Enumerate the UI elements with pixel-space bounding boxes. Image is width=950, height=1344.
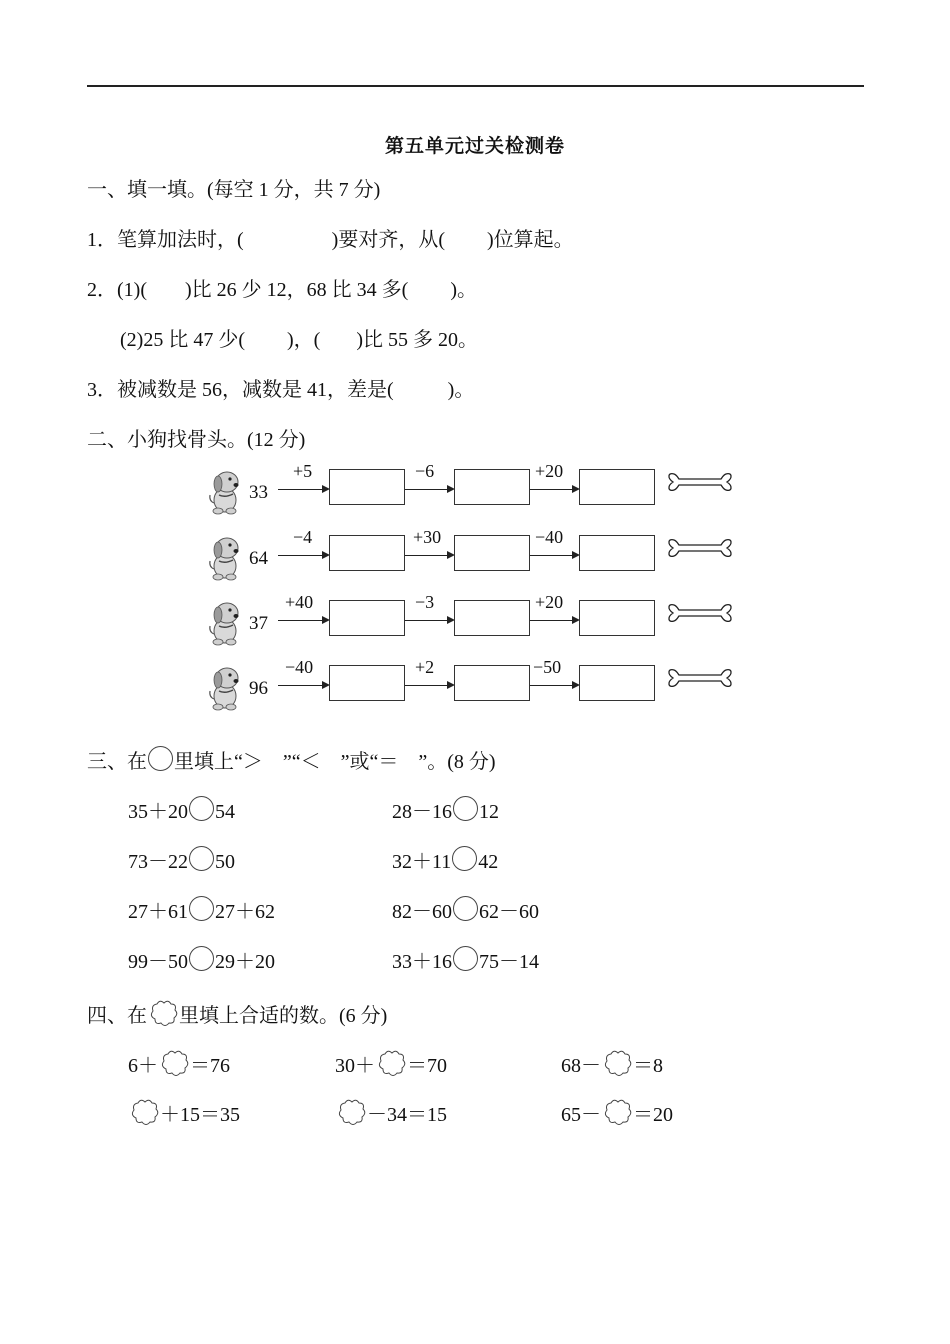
bone-icon [665,472,737,494]
operation-1: +5 [293,461,313,481]
fill-before: 30＋ [335,1055,375,1077]
compare-circle-input[interactable] [189,846,214,871]
fill-after: ＝20 [633,1104,673,1126]
section4-heading-a: 四、在 [87,1005,147,1027]
answer-box-1[interactable] [329,600,405,636]
arrow-3 [530,489,578,490]
fill-item [335,1097,447,1127]
top-rule [87,85,864,87]
fill-after: ＝70 [407,1055,447,1077]
answer-box-3[interactable] [579,469,655,505]
fill-after: －34＝15 [367,1104,447,1126]
arrow-2 [405,489,453,490]
operation-1: −40 [285,657,314,677]
arrow-1 [278,685,328,686]
compare-item [128,896,275,924]
fill-item [128,1048,230,1078]
section3-heading-b: 里填上“＞ ”“＜ ”或“＝ ”。(8 分) [174,751,496,773]
compare-circle-input[interactable] [453,896,478,921]
fill-item [128,1097,240,1127]
cloud-input[interactable] [159,1048,189,1078]
arrow-1 [278,489,328,490]
compare-item [392,896,539,924]
q1-part-c: )位算起。 [487,229,574,251]
compare-left: 28－16 [392,801,452,823]
compare-item [128,846,235,874]
compare-item [128,796,235,824]
answer-box-3[interactable] [579,600,655,636]
compare-item [392,946,539,974]
operation-2: +2 [415,657,435,677]
cloud-input[interactable] [602,1097,632,1127]
bone-icon [665,538,737,560]
answer-box-2[interactable] [454,469,530,505]
question-2-2 [120,328,478,352]
operation-2: −3 [415,592,435,612]
compare-right: 29＋20 [215,951,275,973]
section3-heading [87,746,496,774]
arrow-2 [405,685,453,686]
answer-box-3[interactable] [579,665,655,701]
compare-item [392,846,498,874]
compare-circle-input[interactable] [453,946,478,971]
compare-right: 62－60 [479,901,539,923]
page-title: 第五单元过关检测卷 [384,136,565,157]
operation-1: −4 [293,527,313,547]
q2b-part-a: (2)25 比 47 少( [120,329,245,351]
compare-circle-input[interactable] [189,896,214,921]
compare-left: 32＋11 [392,851,452,873]
start-number: 37 [249,613,268,634]
bone-icon [665,603,737,625]
q1-part-a: 1．笔算加法时，( [87,229,244,251]
cloud-icon [148,998,178,1028]
arrow-1 [278,555,328,556]
compare-right: 27＋62 [215,901,275,923]
fill-item [335,1048,447,1078]
compare-left: 99－50 [128,951,188,973]
dog-row-2 [205,527,745,583]
operation-3: +20 [535,592,564,612]
fill-item [561,1097,673,1127]
q3-part-a: 3．被减数是 56，减数是 41，差是( [87,379,394,401]
fill-item [561,1048,663,1078]
fill-after: ＝8 [633,1055,663,1077]
compare-right: 75－14 [479,951,539,973]
arrow-2 [405,555,453,556]
dog-icon [205,533,245,583]
answer-box-1[interactable] [329,665,405,701]
compare-left: 33＋16 [392,951,452,973]
answer-box-3[interactable] [579,535,655,571]
arrow-1 [278,620,328,621]
arrow-3 [530,555,578,556]
q1-part-b: )要对齐，从( [331,229,445,251]
dog-icon [205,598,245,648]
q2a-part-a: 2．(1)( [87,279,147,301]
q3-part-b: )。 [447,379,475,401]
section4-heading-b: 里填上合适的数。(6 分) [179,1005,388,1027]
compare-right: 54 [215,801,235,823]
fill-after: ＝76 [190,1055,230,1077]
question-2-1 [87,278,477,302]
section1-heading: 一、填一填。(每空 1 分，共 7 分) [87,179,381,201]
answer-box-1[interactable] [329,535,405,571]
section2-heading: 二、小狗找骨头。(12 分) [87,429,306,451]
compare-circle-input[interactable] [189,946,214,971]
compare-item [392,796,499,824]
q2b-part-c: )比 55 多 20。 [356,329,478,351]
cloud-input[interactable] [336,1097,366,1127]
q2b-part-b: )，( [286,329,321,351]
dog-row-4 [205,657,745,713]
operation-3: −50 [533,657,562,677]
q2a-part-c: )。 [450,279,477,301]
answer-box-1[interactable] [329,469,405,505]
answer-box-2[interactable] [454,665,530,701]
operation-2: −6 [415,461,435,481]
question-1 [87,228,574,252]
operation-3: +20 [535,461,564,481]
compare-circle-input[interactable] [452,846,477,871]
fill-before: 68－ [561,1055,601,1077]
dog-row-3 [205,592,745,648]
dog-icon [205,663,245,713]
start-number: 64 [249,548,268,569]
fill-after: ＋15＝35 [160,1104,240,1126]
compare-item [128,946,275,974]
answer-box-2[interactable] [454,600,530,636]
operation-1: +40 [285,592,314,612]
operation-2: +30 [413,527,442,547]
compare-left: 82－60 [392,901,452,923]
compare-circle-input[interactable] [189,796,214,821]
cloud-input[interactable] [376,1048,406,1078]
arrow-3 [530,620,578,621]
compare-right: 12 [479,801,499,823]
cloud-input[interactable] [129,1097,159,1127]
section3-heading-a: 三、在 [87,751,147,773]
circle-icon [148,746,173,771]
cloud-input[interactable] [602,1048,632,1078]
compare-right: 42 [478,851,499,873]
start-number: 96 [249,678,268,699]
compare-left: 73－22 [128,851,188,873]
section4-heading [87,998,387,1028]
compare-right: 50 [215,851,235,873]
fill-before: 65－ [561,1104,601,1126]
dog-row-1 [205,461,745,517]
question-3 [87,378,474,402]
arrow-3 [530,685,578,686]
start-number: 33 [249,482,268,503]
dog-icon [205,467,245,517]
bone-icon [665,668,737,690]
answer-box-2[interactable] [454,535,530,571]
compare-circle-input[interactable] [453,796,478,821]
operation-3: −40 [535,527,564,547]
compare-left: 35＋20 [128,801,188,823]
arrow-2 [405,620,453,621]
fill-before: 6＋ [128,1055,158,1077]
compare-left: 27＋61 [128,901,188,923]
q2a-part-b: )比 26 少 12，68 比 34 多( [184,279,409,301]
